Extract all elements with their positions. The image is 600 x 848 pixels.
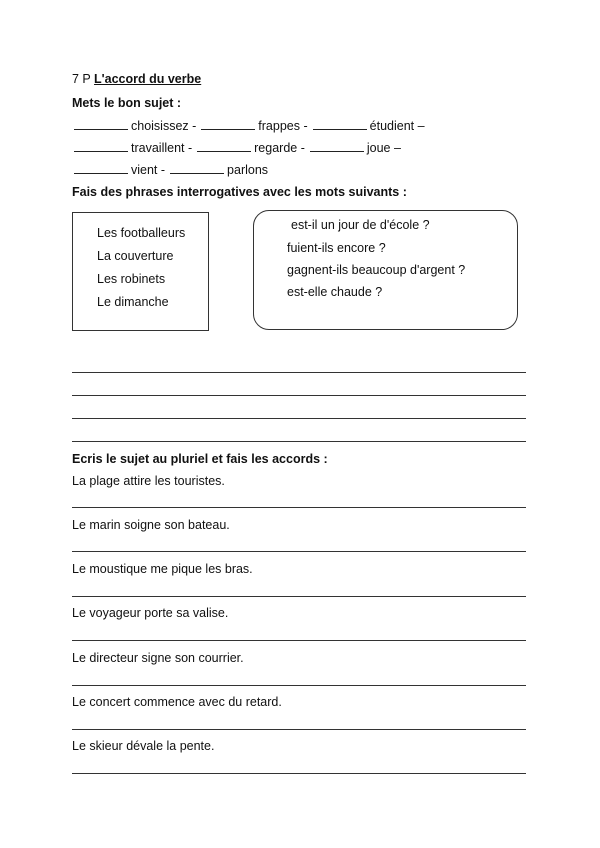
section3-heading: Ecris le sujet au pluriel et fais les accords : [72,452,328,466]
sentence: Le directeur signe son courrier. [72,651,244,665]
blank-field[interactable] [313,119,367,130]
answer-line[interactable] [72,551,526,552]
answer-line[interactable] [72,418,526,419]
blank-field[interactable] [74,119,128,130]
blank-field[interactable] [310,141,364,152]
answer-line[interactable] [72,685,526,686]
title-prefix: 7 P [72,72,91,86]
subject-item: La couverture [97,249,174,263]
sentence: Le voyageur porte sa valise. [72,606,229,620]
answer-line[interactable] [72,729,526,730]
sentence: Le marin soigne son bateau. [72,518,230,532]
answer-line[interactable] [72,395,526,396]
section2-heading: Fais des phrases interrogatives avec les mots suivants : [72,185,407,199]
answer-line[interactable] [72,441,526,442]
fill-line-3 [72,163,271,177]
sentence: Le concert commence avec du retard. [72,695,282,709]
verb-form: choisissez - [131,119,197,133]
blank-field[interactable] [74,141,128,152]
blank-field[interactable] [197,141,251,152]
verb-form: travaillent - [131,141,193,155]
verb-form: frappes - [258,119,308,133]
verbs-box [253,210,518,330]
subject-item: Les robinets [97,272,166,286]
verb-form: regarde - [254,141,305,155]
page-title [72,72,201,86]
answer-line[interactable] [72,596,526,597]
section1-heading: Mets le bon sujet : [72,96,182,110]
fill-line-1 [72,119,428,133]
sentence: Le moustique me pique les bras. [72,562,253,576]
blank-field[interactable] [170,163,224,174]
verb-form: étudient – [369,119,425,133]
title-main: L'accord du verbe [94,72,202,86]
verb-item: est-il un jour de d'école ? [291,218,430,232]
subject-item: Les footballeurs [97,226,186,240]
verb-form: joue – [366,141,401,155]
subjects-box [72,212,209,331]
answer-line[interactable] [72,773,526,774]
verb-form: vient - [131,163,166,177]
sentence: Le skieur dévale la pente. [72,739,215,753]
blank-field[interactable] [201,119,255,130]
verb-item: fuient-ils encore ? [287,241,386,255]
blank-field[interactable] [74,163,128,174]
answer-line[interactable] [72,640,526,641]
sentence: La plage attire les touristes. [72,474,225,488]
verb-form: parlons [227,163,269,177]
verb-item: est-elle chaude ? [287,285,383,299]
fill-line-2 [72,141,404,155]
answer-line[interactable] [72,507,526,508]
verb-item: gagnent-ils beaucoup d'argent ? [287,263,466,277]
subject-item: Le dimanche [97,295,169,309]
answer-line[interactable] [72,372,526,373]
